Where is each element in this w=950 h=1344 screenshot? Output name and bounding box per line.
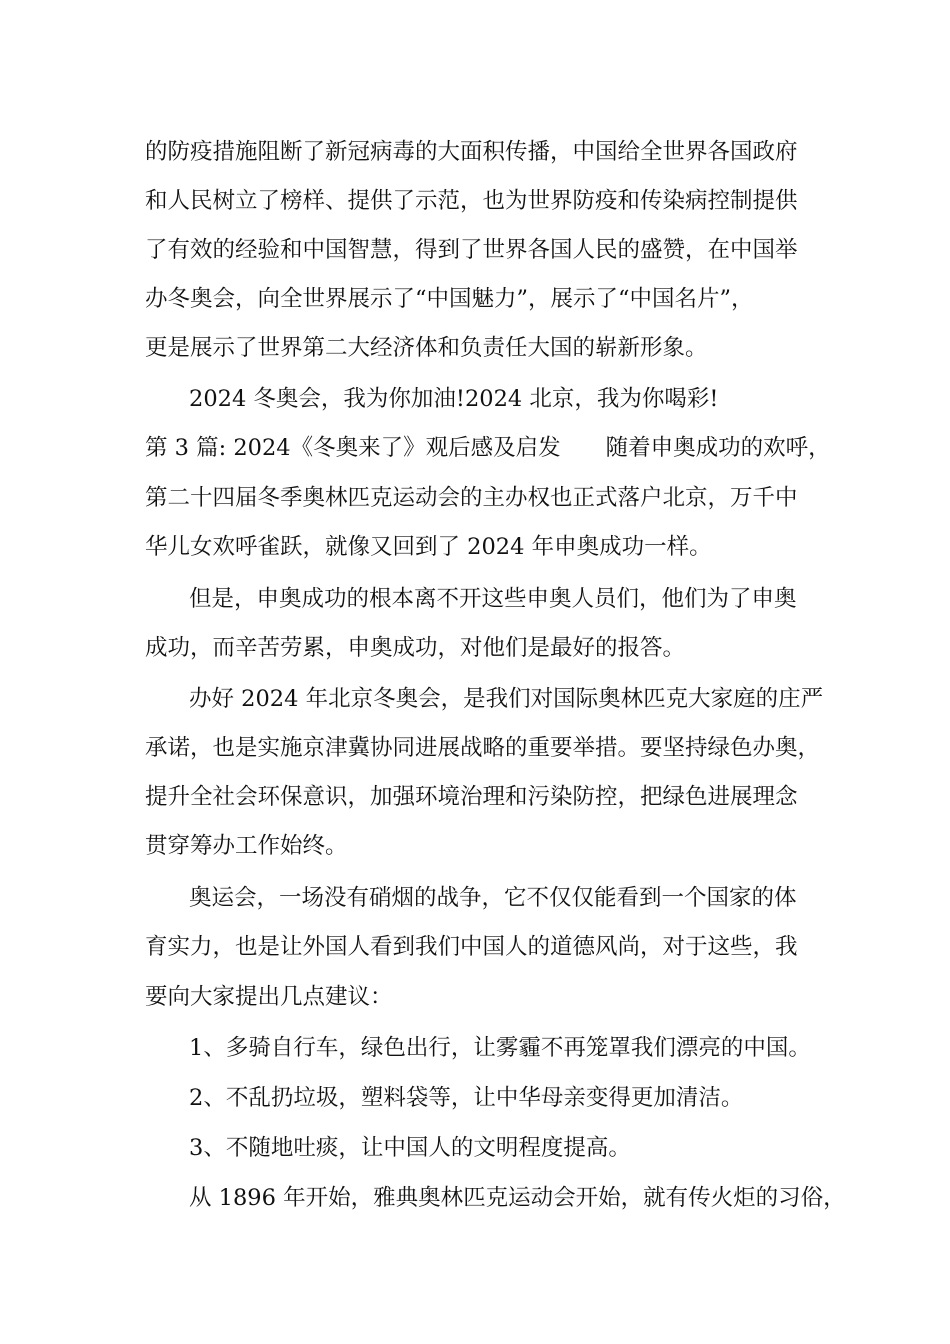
text-line: 了有效的经验和中国智慧，得到了世界各国人民的盛赞，在中国举 (145, 237, 798, 263)
text-line: 承诺，也是实施京津冀协同进展战略的重要举措。要坚持绿色办奥， (145, 735, 821, 761)
text-line: 更是展示了世界第二大经济体和负责任大国的崭新形象。 (145, 335, 708, 361)
list-item: 2、不乱扔垃圾，塑料袋等，让中华母亲变得更加清洁。 (189, 1085, 744, 1111)
text-line: 和人民树立了榜样、提供了示范，也为世界防疫和传染病控制提供 (145, 188, 798, 214)
text-line: 提升全社会环保意识，加强环境治理和污染防控，把绿色进展理念 (145, 784, 798, 810)
list-item: 1、多骑自行车，绿色出行，让雾霾不再笼罩我们漂亮的中国。 (189, 1035, 811, 1061)
text-line: 的防疫措施阻断了新冠病毒的大面积传播，中国给全世界各国政府 (145, 139, 798, 165)
text-line: 成功，而辛苦劳累，申奥成功，对他们是最好的报答。 (145, 635, 686, 661)
text-line: 办冬奥会，向全世界展示了“中国魅力”，展示了“中国名片”， (145, 286, 754, 312)
text-line: 奥运会，一场没有硝烟的战争，它不仅仅能看到一个国家的体 (189, 885, 797, 911)
text-line: 育实力，也是让外国人看到我们中国人的道德风尚，对于这些，我 (145, 934, 798, 960)
text-line: 华儿女欢呼雀跃，就像又回到了 2024 年申奥成功一样。 (145, 534, 712, 560)
text-line: 贯穿筹办工作始终。 (145, 833, 348, 859)
text-line: 2024 冬奥会，我为你加油!2024 北京，我为你喝彩! (189, 386, 719, 412)
text-line: 但是，申奥成功的根本离不开这些申奥人员们，他们为了申奥 (189, 586, 797, 612)
section-heading: 第 3 篇: 2024《冬奥来了》观后感及启发 随着申奥成功的欢呼， (145, 435, 831, 461)
text-line: 第二十四届冬季奥林匹克运动会的主办权也正式落户北京，万千中 (145, 485, 798, 511)
list-item: 3、不随地吐痰，让中国人的文明程度提高。 (189, 1135, 631, 1161)
text-line: 要向大家提出几点建议： (145, 984, 393, 1010)
text-line: 从 1896 年开始，雅典奥林匹克运动会开始，就有传火炬的习俗， (189, 1185, 846, 1211)
text-line: 办好 2024 年北京冬奥会，是我们对国际奥林匹克大家庭的庄严 (189, 686, 824, 712)
